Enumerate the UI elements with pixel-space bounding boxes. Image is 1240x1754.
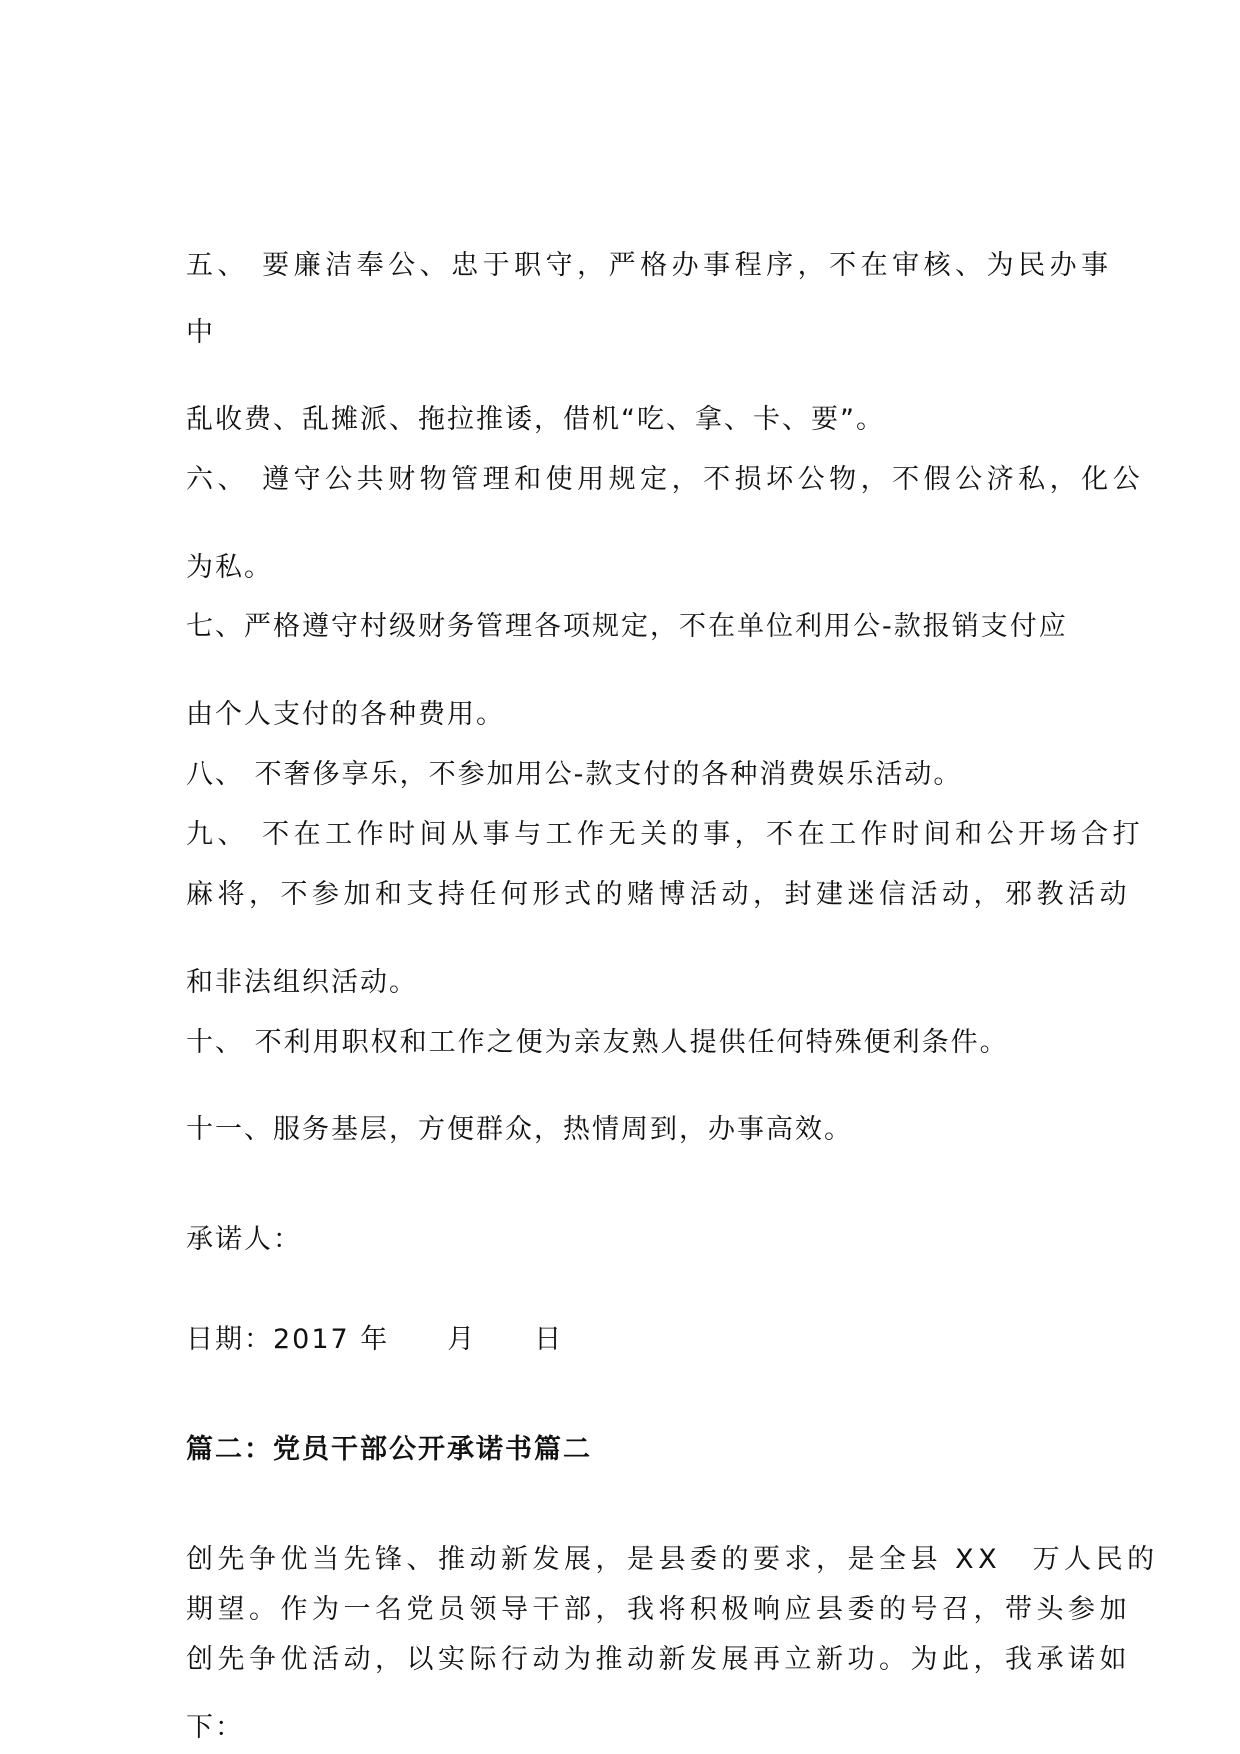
promisor-label: 承诺人： bbox=[186, 1224, 302, 1255]
item-5-line-1: 五、 要廉洁奉公、忠于职守，严格办事程序，不在审核、为民办事 bbox=[186, 250, 1113, 281]
item-9-line-1: 九、 不在工作时间从事与工作无关的事，不在工作时间和公开场合打 bbox=[186, 819, 1145, 850]
item-7-line-1: 七、严格遵守村级财务管理各项规定，不在单位利用公-款报销支付应 bbox=[186, 611, 1068, 642]
item-9-line-3: 和非法组织活动。 bbox=[186, 967, 418, 998]
item-8-line-1: 八、 不奢侈享乐，不参加用公-款支付的各种消费娱乐活动。 bbox=[186, 759, 963, 790]
item-6-line-2: 为私。 bbox=[186, 552, 273, 583]
item-10-line-1: 十、 不利用职权和工作之便为亲友熟人提供任何特殊便利条件。 bbox=[186, 1027, 1009, 1058]
body2-line-1: 创先争优当先锋、推动新发展，是县委的要求，是全县 XX 万人民的 bbox=[186, 1544, 1159, 1575]
item-5-line-3: 乱收费、乱摊派、拖拉推诿，借机“吃、拿、卡、要”。 bbox=[186, 404, 885, 435]
item-7-line-2: 由个人支付的各种费用。 bbox=[186, 699, 505, 730]
section-heading: 篇二：党员干部公开承诺书篇二 bbox=[186, 1434, 592, 1465]
body2-line-4: 下： bbox=[186, 1712, 244, 1743]
item-9-line-2: 麻将，不参加和支持任何形式的赌博活动，封建迷信活动，邪教活动 bbox=[186, 879, 1131, 910]
body2-line-2: 期望。作为一名党员领导干部，我将积极响应县委的号召，带头参加 bbox=[186, 1594, 1131, 1625]
body2-line-3: 创先争优活动，以实际行动为推动新发展再立新功。为此，我承诺如 bbox=[186, 1644, 1131, 1675]
item-5-line-2: 中 bbox=[186, 317, 215, 348]
item-6-line-1: 六、 遵守公共财物管理和使用规定，不损坏公物，不假公济私，化公 bbox=[186, 464, 1145, 495]
item-11-line-1: 十一、服务基层，方便群众，热情周到，办事高效。 bbox=[186, 1114, 853, 1145]
date-line: 日期：2017 年 月 日 bbox=[186, 1324, 564, 1355]
